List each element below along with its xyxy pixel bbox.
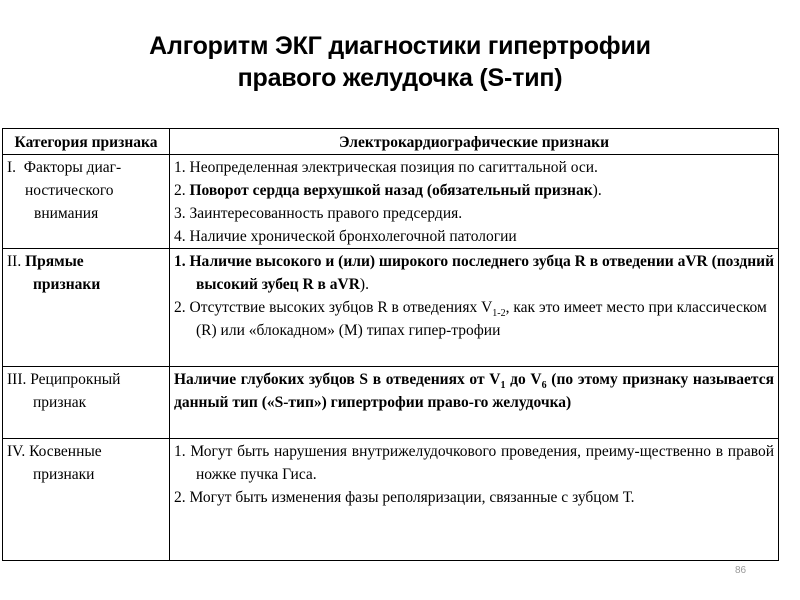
category-text: Реципрокный <box>30 371 121 388</box>
category-number: III. <box>7 371 27 388</box>
sign-item: 3. Заинтересованность правого предсердия. <box>174 205 463 222</box>
sign-item: 1. Наличие высокого и (или) широкого последнего зубца R в отведении aVR (поздний высокий зубец R в aVR). <box>174 253 775 293</box>
category-cell <box>3 439 170 561</box>
sign-item: 2. Поворот сердца верхушкой назад (обязательный признак). <box>174 182 602 199</box>
category-text: признаки <box>33 466 95 483</box>
signs-cell <box>170 367 779 439</box>
category-cell <box>3 155 170 249</box>
category-number: II. <box>7 253 22 270</box>
category-text: признак <box>33 394 87 411</box>
category-cell <box>3 367 170 439</box>
table-row <box>3 367 779 439</box>
category-text: Прямые <box>25 253 84 270</box>
signs-cell <box>170 249 779 367</box>
page-number: 86 <box>735 565 747 576</box>
sign-item: Наличие глубоких зубцов S в отведениях от $V_1$ до $V_6$ (по этому признаку называется данный тип («S-тип») гипертрофии право-го желудочка) <box>174 371 774 411</box>
sign-item: 2. Могут быть изменения фазы реполяризации, связанные с зубцом Т. <box>174 489 635 506</box>
category-text: ностического <box>25 182 114 199</box>
header-signs: Электрокардиографические признаки <box>170 129 779 155</box>
signs-cell <box>170 155 779 249</box>
category-cell <box>3 249 170 367</box>
category-text: Косвенные <box>29 443 102 460</box>
category-text: Факторы диаг- <box>23 159 122 176</box>
table-row <box>3 155 779 249</box>
sign-item: 2. Отсутствие высоких зубцов R в отведениях $V_{1-2}$, как это имеет место при классическом (R) или «блокадном» (M) типах гипер-трофии <box>174 299 767 339</box>
sign-item: 1. Неопределенная электрическая позиция по сагиттальной оси. <box>174 159 598 176</box>
header-category: Категория признака <box>3 129 170 155</box>
signs-cell <box>170 439 779 561</box>
table-row <box>3 249 779 367</box>
category-text: внимания <box>34 205 99 222</box>
ecg-criteria-table <box>2 128 779 561</box>
category-number: IV. <box>7 443 26 460</box>
title-line-2: правого желудочка (S-тип) <box>237 64 563 92</box>
table-row <box>3 439 779 561</box>
sign-item: 4. Наличие хронической бронхолегочной патологии <box>174 228 517 245</box>
slide-title <box>0 30 800 94</box>
sign-item: 1. Могут быть нарушения внутрижелудочкового проведения, преиму-щественно в правой ножке пучка Гиса. <box>174 443 774 483</box>
title-line-1: Алгоритм ЭКГ диагностики гипертрофии <box>149 32 651 60</box>
category-number: I. <box>7 159 17 176</box>
table-header-row <box>3 129 779 155</box>
category-text: признаки <box>33 276 101 293</box>
